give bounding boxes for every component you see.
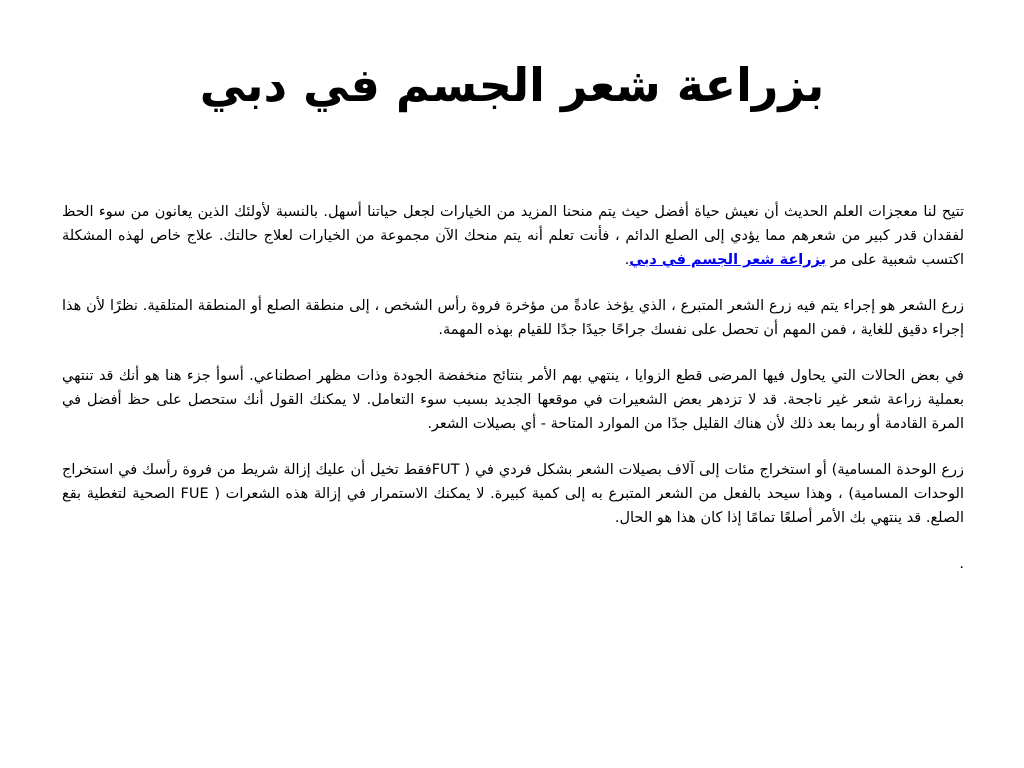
paragraph-1-text: تتيح لنا معجزات العلم الحديث أن نعيش حياة أفضل حيث يتم منحنا المزيد من الخيارات لجعل حياتنا أسهل. بالنسبة لأولئك الذين يعانون من سوء الحظ لفقدان قدر كبير من شعرهم مما يؤدي إلى الصلع الدائم ، فأنت تعلم أنه يتم منحك الآن مجموعة من الخيارات لعلاج حالتك. علاج خاص لهذه المشكلة اكتسب شعبية على مر	[62, 204, 964, 268]
paragraph-1	[62, 200, 964, 272]
paragraph-1-end: .	[624, 252, 630, 268]
page-title: بزراعة شعر الجسم في دبي	[199, 58, 825, 112]
hair-transplant-link[interactable]: بزراعة شعر الجسم في دبي	[629, 252, 827, 268]
content-body	[62, 200, 964, 598]
paragraph-4: زرع الوحدة المسامية) أو استخراج مئات إلى آلاف بصيلات الشعر بشكل فردي في ( FUTفقط تخيل أن عليك إزالة شريط من فروة رأسك في استخراج الوحدات المسامية) ، وهذا سيحد بالفعل من الشعر المتبرع به إلى كمية كبيرة. لا يمكنك الاستمرار في إزالة هذه الشعرات ( FUE الصحية لتغطية بقع الصلع. قد ينتهي بك الأمر أصلعًا تمامًا إذا كان هذا هو الحال.	[62, 462, 965, 526]
paragraph-2: زرع الشعر هو إجراء يتم فيه زرع الشعر المتبرع ، الذي يؤخذ عادةً من مؤخرة فروة رأس الشخص ، إلى منطقة الصلع أو المنطقة المتلقية. نظرًا لأن هذا إجراء دقيق للغاية ، فمن المهم أن تحصل على نفسك جراحًا جيدًا جدًا للقيام بهذه المهمة.	[62, 298, 964, 338]
trailing-dot: .	[959, 556, 964, 572]
paragraph-3: في بعض الحالات التي يحاول فيها المرضى قطع الزوايا ، ينتهي بهم الأمر بنتائج منخفضة الجودة وذات مظهر اصطناعي. أسوأ جزء هنا هو أنك قد تنتهي بعملية زراعة شعر غير ناجحة. قد لا تزدهر بعض الشعيرات في موقعها الجديد بسبب سوء التعامل. لا يمكنك القول أنك ستحصل على حظ أفضل في المرة القادمة أو ربما بعد ذلك لأن هناك القليل جدًا من الموارد المتاحة - أي بصيلات الشعر.	[62, 368, 964, 432]
